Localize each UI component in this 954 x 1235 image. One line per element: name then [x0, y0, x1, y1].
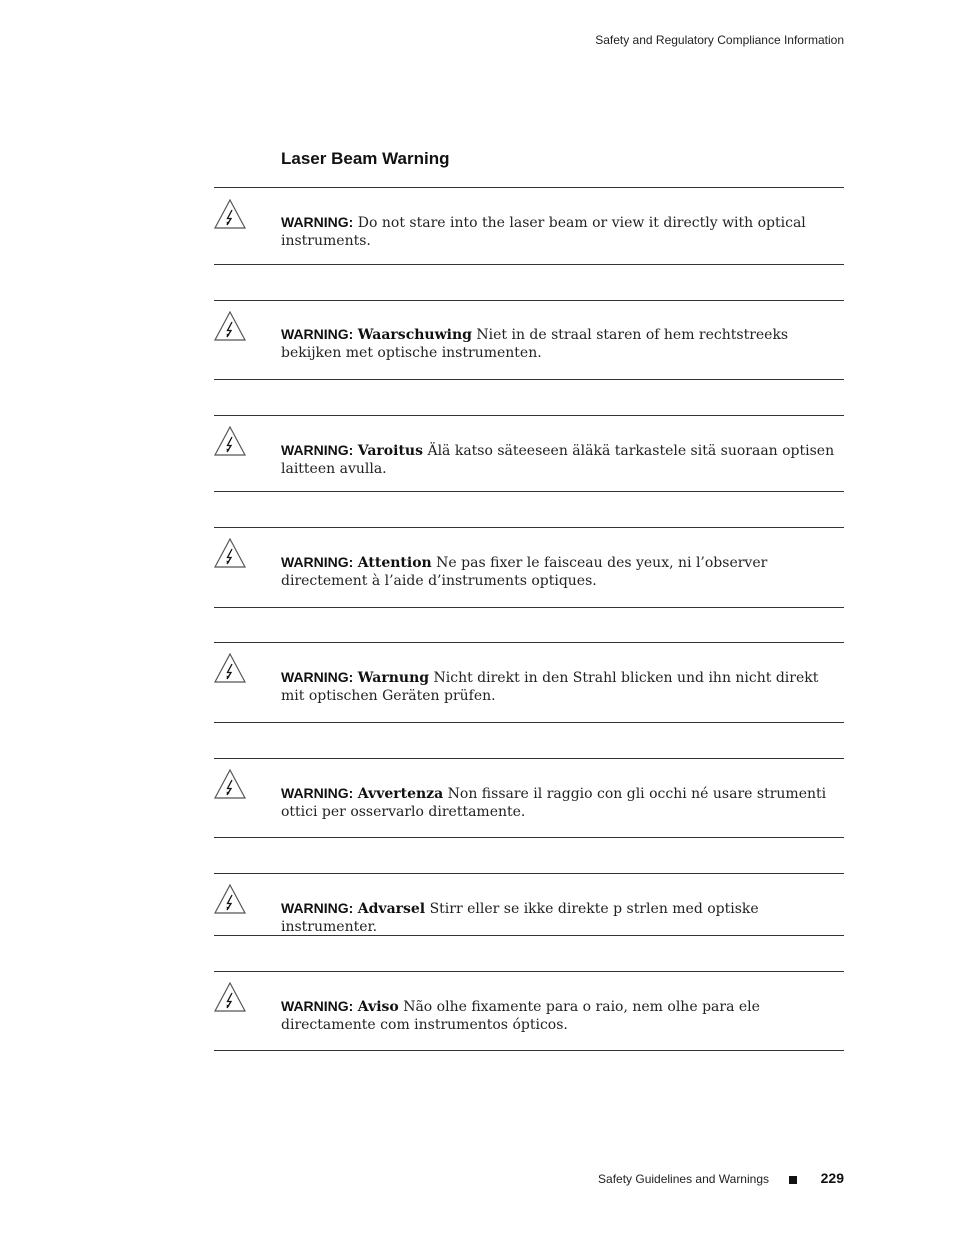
- warning-body: Nicht direkt in den Strahl blicken und ihn nicht direkt mit optischen Geräten prüfen.: [281, 670, 819, 704]
- warning-language: Advarsel: [357, 901, 426, 917]
- warning-body: Não olhe fixamente para o raio, nem olhe para ele directamente com instrumentos ópticos.: [281, 999, 760, 1033]
- warning-box-english: [214, 187, 844, 265]
- warning-text: [281, 784, 844, 821]
- warning-box-norwegian: [214, 873, 844, 936]
- warning-label: WARNING:: [281, 669, 354, 685]
- warning-box-portuguese: [214, 971, 844, 1051]
- electrical-hazard-icon: [214, 769, 246, 799]
- warning-box-italian: [214, 758, 844, 838]
- warning-body: Älä katso säteeseen äläkä tarkastele sitä suoraan optisen laitteen avulla.: [281, 443, 835, 477]
- electrical-hazard-icon: [214, 538, 246, 568]
- warning-text: [281, 553, 844, 590]
- section-title: Laser Beam Warning: [281, 149, 450, 168]
- electrical-hazard-icon: [214, 199, 246, 229]
- warning-body: Niet in de straal staren of hem rechtstreeks bekijken met optische instrumenten.: [281, 327, 789, 361]
- warning-label: WARNING:: [281, 998, 354, 1014]
- warning-label: WARNING:: [281, 214, 354, 230]
- electrical-hazard-icon: [214, 653, 246, 683]
- warning-language: Avvertenza: [357, 786, 444, 802]
- warning-label: WARNING:: [281, 785, 354, 801]
- footer-section-name: Safety Guidelines and Warnings: [598, 1172, 769, 1186]
- warning-box-french: [214, 527, 844, 608]
- warning-box-finnish: [214, 415, 844, 492]
- warning-text: [281, 325, 844, 362]
- warning-label: WARNING:: [281, 442, 354, 458]
- running-header: Safety and Regulatory Compliance Information: [595, 33, 844, 47]
- warning-body: Ne pas fixer le faisceau des yeux, ni l’observer directement à l’aide d’instruments optiques.: [281, 555, 768, 589]
- page-number: 229: [820, 1170, 844, 1186]
- electrical-hazard-icon: [214, 311, 246, 341]
- electrical-hazard-icon: [214, 884, 246, 914]
- warning-label: WARNING:: [281, 900, 354, 916]
- electrical-hazard-icon: [214, 426, 246, 456]
- warning-body: Do not stare into the laser beam or view it directly with optical instruments.: [281, 215, 806, 249]
- warning-language: Aviso: [357, 999, 399, 1015]
- warning-label: WARNING:: [281, 554, 354, 570]
- warning-body: Stirr eller se ikke direkte p strlen med optiske instrumenter.: [281, 901, 759, 935]
- warning-language: Warnung: [357, 670, 430, 686]
- warning-text: [281, 997, 844, 1034]
- warning-language: Varoitus: [357, 443, 423, 459]
- warning-language: Attention: [357, 555, 432, 571]
- warning-text: [281, 441, 844, 478]
- warning-text: [281, 668, 844, 705]
- warning-body: Non fissare il raggio con gli occhi né usare strumenti ottici per osservarlo direttamente.: [281, 786, 827, 820]
- warning-text: [281, 213, 844, 250]
- warning-box-dutch: [214, 300, 844, 380]
- warning-language: Waarschuwing: [357, 327, 472, 343]
- electrical-hazard-icon: [214, 982, 246, 1012]
- warning-text: [281, 899, 844, 936]
- warning-box-german: [214, 642, 844, 723]
- warning-label: WARNING:: [281, 326, 354, 342]
- footer-separator-square: [789, 1176, 797, 1184]
